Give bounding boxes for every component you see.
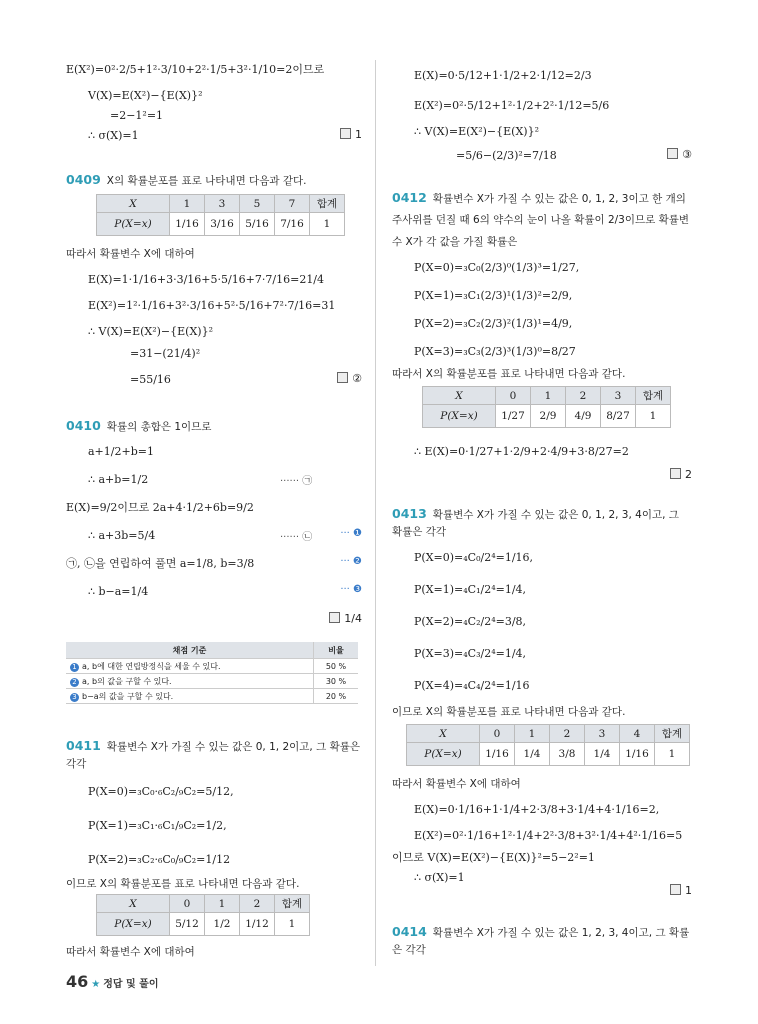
footer-label: 정답 및 풀이 bbox=[103, 979, 159, 990]
equation-line: ∴ E(X)=0·1/27+1·2/9+2·4/9+3·8/27=2 bbox=[414, 445, 629, 458]
equation-line: E(X²)=0²·2/5+1²·3/10+2²·1/5+3²·1/10=2이므로 bbox=[66, 63, 325, 76]
problem-intro: 확률변수 X가 가질 수 있는 값은 0, 1, 2이고, 그 확률은 bbox=[106, 741, 360, 753]
probability-table-0411 bbox=[96, 894, 310, 936]
problem-intro: X의 확률분포를 표로 나타내면 다음과 같다. bbox=[106, 175, 307, 187]
problem-number: 0413 bbox=[392, 506, 427, 521]
text-line: 따라서 X의 확률분포를 표로 나타내면 다음과 같다. bbox=[392, 368, 626, 380]
left-column bbox=[66, 62, 362, 964]
right-column bbox=[392, 62, 692, 964]
page-number: 46 bbox=[66, 972, 89, 991]
equation-line: E(X)=0·5/12+1·1/2+2·1/12=2/3 bbox=[414, 69, 592, 82]
problem-number: 0412 bbox=[392, 190, 427, 205]
table-cell: P(X=x) bbox=[407, 743, 480, 766]
table-cell: 2/9 bbox=[531, 405, 566, 428]
table-cell: 7/16 bbox=[275, 213, 310, 236]
grading-percent: 20 % bbox=[314, 689, 359, 704]
step-badge-icon: 2 bbox=[70, 678, 79, 687]
table-cell: 5/16 bbox=[240, 213, 275, 236]
equation-line: ∴ V(X)=E(X²)−{E(X)}² bbox=[88, 325, 213, 338]
table-header-cell: 1 bbox=[205, 895, 240, 913]
grading-criterion: 1 a, b에 대한 연립방정식을 세울 수 있다. bbox=[66, 659, 314, 674]
equation-line: E(X)=1·1/16+3·3/16+5·5/16+7·7/16=21/4 bbox=[88, 273, 325, 286]
equation-line: P(X=2)=₃C₂·₆C₀/₉C₂=1/12 bbox=[88, 853, 231, 866]
text-line: 따라서 확률변수 X에 대하여 bbox=[66, 248, 195, 260]
column-divider bbox=[375, 60, 376, 966]
equation-mark: ······ ㉠ bbox=[280, 476, 313, 487]
table-header-cell: 1 bbox=[531, 387, 566, 405]
table-cell: 1 bbox=[655, 743, 690, 766]
table-cell: 1 bbox=[275, 913, 310, 936]
step-arrow: ··· ❷ bbox=[340, 556, 362, 567]
probability-table-0409 bbox=[96, 194, 345, 236]
answer-box-icon bbox=[337, 372, 348, 383]
equation-line: P(X=0)=₄C₀/2⁴=1/16, bbox=[414, 551, 534, 564]
grading-criterion: 2 a, b의 값을 구할 수 있다. bbox=[66, 674, 314, 689]
table-cell: 8/27 bbox=[601, 405, 636, 428]
step-arrow: ··· ❶ bbox=[340, 528, 362, 539]
equation-line: P(X=3)=₄C₃/2⁴=1/4, bbox=[414, 647, 527, 660]
table-header-cell: X bbox=[407, 725, 480, 743]
grading-header: 비율 bbox=[314, 642, 359, 659]
equation-line: a+1/2+b=1 bbox=[88, 445, 154, 458]
table-cell: 1/27 bbox=[496, 405, 531, 428]
grading-criterion: 3 b−a의 값을 구할 수 있다. bbox=[66, 689, 314, 704]
equation-line: E(X²)=0²·1/16+1²·1/4+2²·3/8+3²·1/4+4²·1/16=5 bbox=[414, 829, 683, 842]
table-header-cell: 합계 bbox=[655, 725, 690, 743]
step-badge-icon: 1 bbox=[70, 663, 79, 672]
grading-percent: 30 % bbox=[314, 674, 359, 689]
equation-line: ∴ V(X)=E(X²)−{E(X)}² bbox=[414, 125, 539, 138]
equation-line: ∴ a+b=1/2 bbox=[88, 473, 149, 486]
answer-mark: 1/4 bbox=[329, 612, 362, 625]
table-cell: 5/12 bbox=[170, 913, 205, 936]
equation-line: P(X=4)=₄C₄/2⁴=1/16 bbox=[414, 679, 530, 692]
equation-line: ∴ σ(X)=1 bbox=[88, 129, 139, 142]
equation-line: E(X)=0·1/16+1·1/4+2·3/8+3·1/4+4·1/16=2, bbox=[414, 803, 660, 816]
table-cell: 1/12 bbox=[240, 913, 275, 936]
equation-line: P(X=1)=₃C₁(2/3)¹(1/3)²=2/9, bbox=[414, 289, 573, 302]
table-cell: 1/2 bbox=[205, 913, 240, 936]
table-cell: 1/16 bbox=[480, 743, 515, 766]
text-line: 확률은 각각 bbox=[392, 526, 447, 538]
table-cell: 4/9 bbox=[566, 405, 601, 428]
answer-box-icon bbox=[340, 128, 351, 139]
problem-0410-heading bbox=[66, 418, 211, 435]
answer-mark: ③ bbox=[667, 148, 692, 161]
star-icon: ★ bbox=[91, 979, 101, 990]
step-badge-icon: 3 bbox=[70, 693, 79, 702]
probability-table-0412 bbox=[422, 386, 671, 428]
table-cell: 3/16 bbox=[205, 213, 240, 236]
answer-mark: ② bbox=[337, 372, 362, 385]
equation-line: =5/6−(2/3)²=7/18 bbox=[456, 149, 557, 162]
problem-number: 0409 bbox=[66, 172, 101, 187]
table-header-cell: 7 bbox=[275, 195, 310, 213]
equation-line: 이므로 V(X)=E(X²)−{E(X)}²=5−2²=1 bbox=[392, 851, 595, 864]
table-cell: P(X=x) bbox=[423, 405, 496, 428]
table-header-cell: X bbox=[97, 195, 170, 213]
equation-line: =2−1²=1 bbox=[110, 109, 164, 122]
text-line: 은 각각 bbox=[392, 944, 426, 956]
problem-0413-heading bbox=[392, 506, 679, 523]
equation-line: ∴ b−a=1/4 bbox=[88, 585, 149, 598]
problem-0414-heading bbox=[392, 924, 689, 941]
grading-percent: 50 % bbox=[314, 659, 359, 674]
table-header-cell: X bbox=[423, 387, 496, 405]
table-cell: 1/16 bbox=[170, 213, 205, 236]
problem-number: 0410 bbox=[66, 418, 101, 433]
problem-number: 0414 bbox=[392, 924, 427, 939]
text-line: 수 X가 각 값을 가질 확률은 bbox=[392, 236, 518, 248]
table-header-cell: 3 bbox=[205, 195, 240, 213]
table-cell: 1/4 bbox=[585, 743, 620, 766]
equation-mark: ······ ㉡ bbox=[280, 532, 313, 543]
table-header-cell: 3 bbox=[601, 387, 636, 405]
answer-mark: 1 bbox=[670, 884, 692, 897]
table-cell: 1/16 bbox=[620, 743, 655, 766]
table-cell: P(X=x) bbox=[97, 913, 170, 936]
step-arrow: ··· ❸ bbox=[340, 584, 362, 595]
text-line: 이므로 X의 확률분포를 표로 나타내면 다음과 같다. bbox=[392, 706, 626, 718]
equation-line: P(X=2)=₃C₂(2/3)²(1/3)¹=4/9, bbox=[414, 317, 573, 330]
table-cell: 1/4 bbox=[515, 743, 550, 766]
answer-box-icon bbox=[329, 612, 340, 623]
table-header-cell: 3 bbox=[585, 725, 620, 743]
text-line: 주사위를 던질 때 6의 약수의 눈이 나올 확률이 2/3이므로 확률변 bbox=[392, 214, 690, 226]
equation-line: V(X)=E(X²)−{E(X)}² bbox=[88, 89, 203, 102]
problem-intro: 확률변수 X가 가질 수 있는 값은 1, 2, 3, 4이고, 그 확률 bbox=[432, 927, 690, 939]
table-header-cell: 0 bbox=[480, 725, 515, 743]
table-header-cell: 2 bbox=[240, 895, 275, 913]
table-header-cell: 합계 bbox=[636, 387, 671, 405]
equation-line: P(X=1)=₄C₁/2⁴=1/4, bbox=[414, 583, 527, 596]
equation-line: P(X=3)=₃C₃(2/3)³(1/3)⁰=8/27 bbox=[414, 345, 576, 358]
table-header-cell: 합계 bbox=[275, 895, 310, 913]
table-header-cell: 5 bbox=[240, 195, 275, 213]
equation-line: P(X=0)=₃C₀(2/3)⁰(1/3)³=1/27, bbox=[414, 261, 580, 274]
equation-line: ∴ a+3b=5/4 bbox=[88, 529, 156, 542]
equation-line: E(X²)=1²·1/16+3²·3/16+5²·5/16+7²·7/16=31 bbox=[88, 299, 336, 312]
problem-0409-heading bbox=[66, 172, 306, 189]
table-header-cell: 1 bbox=[170, 195, 205, 213]
problem-0411-heading bbox=[66, 738, 360, 755]
table-header-cell: 합계 bbox=[310, 195, 345, 213]
answer-box-icon bbox=[670, 884, 681, 895]
page-footer bbox=[66, 972, 159, 991]
table-cell: P(X=x) bbox=[97, 213, 170, 236]
table-header-cell: 0 bbox=[496, 387, 531, 405]
table-header-cell: 1 bbox=[515, 725, 550, 743]
equation-line: =55/16 bbox=[130, 373, 171, 386]
problem-intro: 확률변수 X가 가질 수 있는 값은 0, 1, 2, 3, 4이고, 그 bbox=[432, 509, 679, 521]
equation-line: P(X=1)=₃C₁·₆C₁/₉C₂=1/2, bbox=[88, 819, 227, 832]
table-cell: 1 bbox=[310, 213, 345, 236]
table-header-cell: X bbox=[97, 895, 170, 913]
table-header-cell: 4 bbox=[620, 725, 655, 743]
equation-line: E(X²)=0²·5/12+1²·1/2+2²·1/12=5/6 bbox=[414, 99, 610, 112]
problem-number: 0411 bbox=[66, 738, 101, 753]
problem-intro: 확률의 총합은 1이므로 bbox=[106, 421, 212, 433]
answer-box-icon bbox=[667, 148, 678, 159]
text-line: 따라서 확률변수 X에 대하여 bbox=[392, 778, 521, 790]
answer-mark: 2 bbox=[670, 468, 692, 481]
text-line: 각각 bbox=[66, 758, 87, 770]
problem-intro: 확률변수 X가 가질 수 있는 값은 0, 1, 2, 3이고 한 개의 bbox=[432, 193, 686, 205]
answer-mark: 1 bbox=[340, 128, 362, 141]
equation-line: ㉠, ㉡을 연립하여 풀면 a=1/8, b=3/8 bbox=[66, 557, 255, 570]
text-line: 따라서 확률변수 X에 대하여 bbox=[66, 946, 195, 958]
table-header-cell: 0 bbox=[170, 895, 205, 913]
grading-table bbox=[66, 642, 358, 704]
grading-header: 채점 기준 bbox=[66, 642, 314, 659]
equation-line: P(X=2)=₄C₂/2⁴=3/8, bbox=[414, 615, 527, 628]
equation-line: E(X)=9/2이므로 2a+4·1/2+6b=9/2 bbox=[66, 501, 254, 514]
text-line: 이므로 X의 확률분포를 표로 나타내면 다음과 같다. bbox=[66, 878, 300, 890]
answer-box-icon bbox=[670, 468, 681, 479]
table-cell: 1 bbox=[636, 405, 671, 428]
equation-line: P(X=0)=₃C₀·₆C₂/₉C₂=5/12, bbox=[88, 785, 234, 798]
problem-0412-heading bbox=[392, 190, 686, 207]
table-header-cell: 2 bbox=[566, 387, 601, 405]
equation-line: =31−(21/4)² bbox=[130, 347, 201, 360]
table-cell: 3/8 bbox=[550, 743, 585, 766]
probability-table-0413 bbox=[406, 724, 690, 766]
table-header-cell: 2 bbox=[550, 725, 585, 743]
equation-line: ∴ σ(X)=1 bbox=[414, 871, 465, 884]
